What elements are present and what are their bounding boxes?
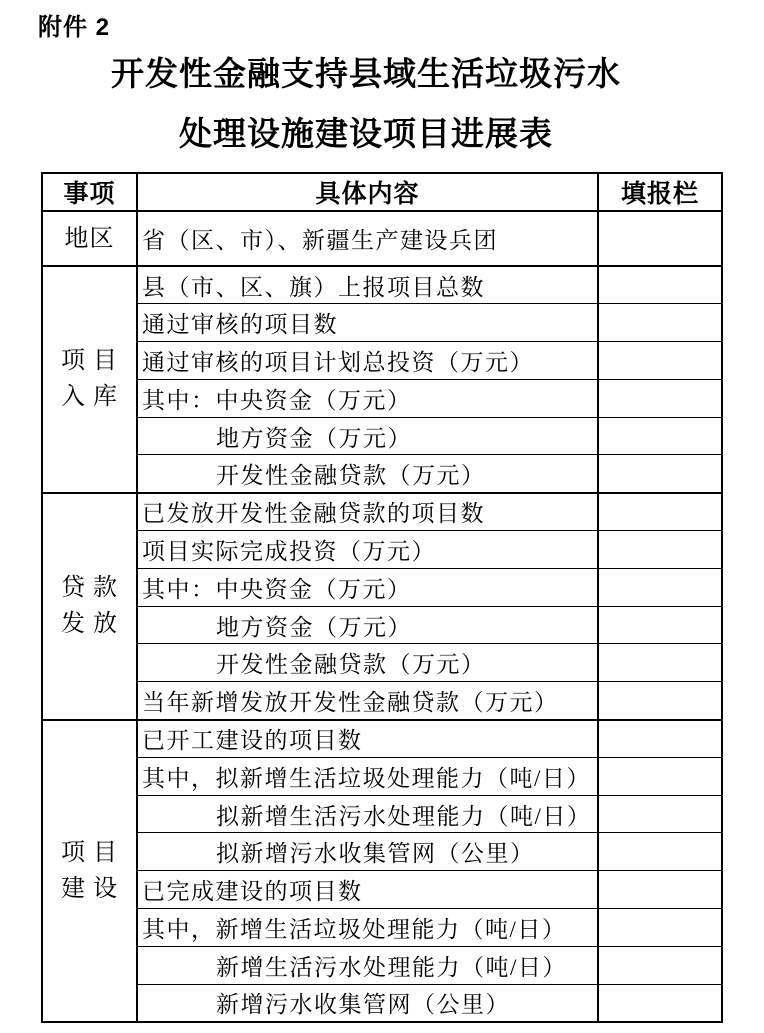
table-row: [42, 417, 722, 455]
fill-cell: [598, 909, 722, 947]
fill-cell: [598, 682, 722, 720]
content-cell: 其中：中央资金（万元）: [137, 568, 598, 606]
content-cell: 新增生活污水处理能力（吨/日）: [137, 946, 598, 984]
table-row: [42, 568, 722, 606]
fill-cell: [598, 946, 722, 984]
attachment-label: 附件 2: [38, 14, 111, 41]
table-row: [42, 211, 722, 266]
group-label-cell: [42, 720, 137, 1022]
fill-cell: [598, 211, 722, 266]
fill-cell: [598, 568, 722, 606]
content-cell: 当年新增发放开发性金融贷款（万元）: [137, 682, 598, 720]
table-row: [42, 266, 722, 304]
content-cell: 已发放开发性金融贷款的项目数: [137, 493, 598, 531]
fill-cell: [598, 795, 722, 833]
fill-cell: [598, 531, 722, 569]
group-label-line: 项 目: [61, 348, 118, 375]
content-cell: 地方资金（万元）: [137, 417, 598, 455]
content-cell: 省（区、市）、新疆生产建设兵团: [137, 211, 598, 266]
fill-cell: [598, 266, 722, 304]
fill-cell: [598, 833, 722, 871]
group-label-line: 项 目: [61, 839, 118, 866]
group-label-line: 发 放: [61, 611, 118, 638]
table-row: [42, 757, 722, 795]
content-cell: 已完成建设的项目数: [137, 871, 598, 909]
group-label-cell: [42, 493, 137, 720]
header-cell-fill: 填报栏: [598, 173, 722, 211]
fill-cell: [598, 606, 722, 644]
page-title: [0, 44, 732, 164]
group-label-line: 入 库: [61, 384, 118, 411]
fill-cell: [598, 455, 722, 493]
title-line-1: 开发性金融支持县域生活垃圾污水: [111, 55, 621, 92]
content-cell: 开发性金融贷款（万元）: [137, 644, 598, 682]
table-row: [42, 795, 722, 833]
table-row: [42, 304, 722, 342]
group-label-line: 贷 款: [61, 575, 118, 602]
table-row: [42, 720, 722, 758]
table-row: [42, 455, 722, 493]
table-row: [42, 682, 722, 720]
table-row: [42, 644, 722, 682]
table-row: [42, 379, 722, 417]
header-cell-item: 事项: [42, 173, 137, 211]
content-cell: 县（市、区、旗）上报项目总数: [137, 266, 598, 304]
fill-cell: [598, 304, 722, 342]
content-cell: 其中，新增生活垃圾处理能力（吨/日）: [137, 909, 598, 947]
content-cell: 其中：中央资金（万元）: [137, 379, 598, 417]
fill-cell: [598, 644, 722, 682]
content-cell: 拟新增污水收集管网（公里）: [137, 833, 598, 871]
fill-cell: [598, 984, 722, 1022]
content-cell: 新增污水收集管网（公里）: [137, 984, 598, 1022]
group-label-line: 建 设: [61, 875, 118, 902]
fill-cell: [598, 417, 722, 455]
table-row: [42, 871, 722, 909]
group-label-cell: [42, 266, 137, 493]
group-label-line: 地区: [64, 225, 115, 252]
progress-table: [41, 172, 723, 1023]
table-row: [42, 342, 722, 380]
content-cell: 已开工建设的项目数: [137, 720, 598, 758]
fill-cell: [598, 871, 722, 909]
table-row: [42, 493, 722, 531]
fill-cell: [598, 720, 722, 758]
group-label-cell: [42, 211, 137, 266]
table-row: [42, 946, 722, 984]
table-row: [42, 531, 722, 569]
content-cell: 通过审核的项目计划总投资（万元）: [137, 342, 598, 380]
fill-cell: [598, 379, 722, 417]
table-header-row: [42, 173, 722, 211]
title-line-2: 处理设施建设项目进展表: [179, 115, 553, 152]
table-row: [42, 833, 722, 871]
content-cell: 地方资金（万元）: [137, 606, 598, 644]
table-row: [42, 984, 722, 1022]
header-cell-content: 具体内容: [137, 173, 598, 211]
table-row: [42, 909, 722, 947]
fill-cell: [598, 342, 722, 380]
content-cell: 通过审核的项目数: [137, 304, 598, 342]
fill-cell: [598, 493, 722, 531]
content-cell: 开发性金融贷款（万元）: [137, 455, 598, 493]
content-cell: 项目实际完成投资（万元）: [137, 531, 598, 569]
fill-cell: [598, 757, 722, 795]
content-cell: 拟新增生活污水处理能力（吨/日）: [137, 795, 598, 833]
content-cell: 其中，拟新增生活垃圾处理能力（吨/日）: [137, 757, 598, 795]
table-row: [42, 606, 722, 644]
